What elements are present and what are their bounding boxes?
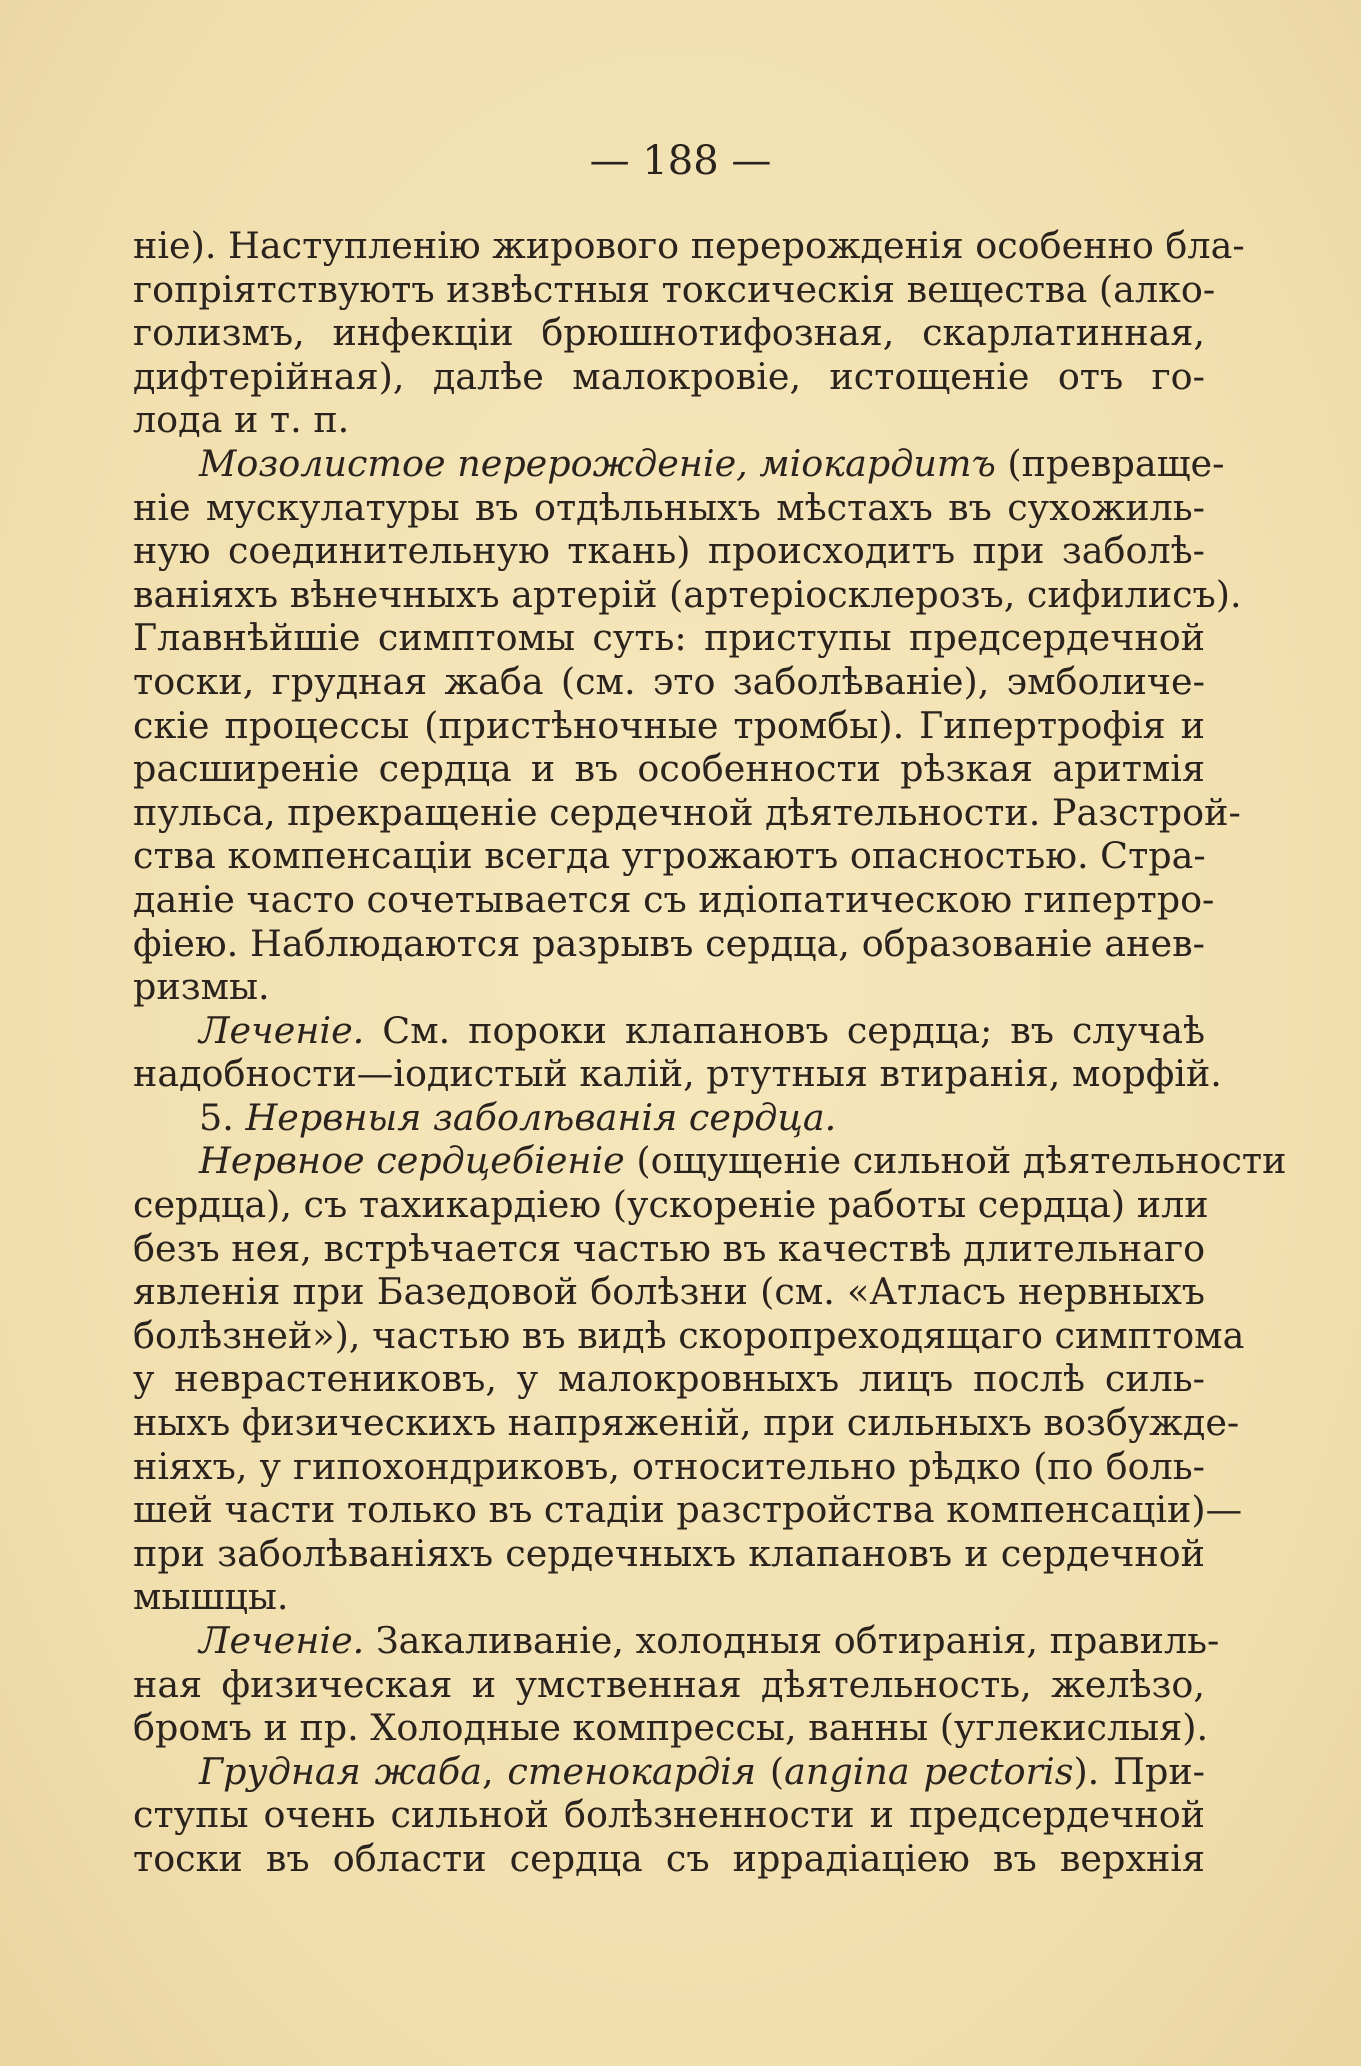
text-segment: надобности—іодистый калій, ртутныя втиранія, морфій. xyxy=(133,1052,1222,1096)
text-line xyxy=(133,355,1205,399)
text-segment: (ощущеніе сильной дѣятельности xyxy=(624,1139,1287,1183)
text-line xyxy=(133,1663,1205,1707)
text-segment: тоски въ области сердца съ иррадіаціею въ верхнія xyxy=(133,1836,1205,1880)
text-segment: тоски, грудная жаба (см. это заболѣваніе), эмболиче- xyxy=(133,659,1205,703)
text-segment: ступы очень сильной болѣзненности и предсердечной xyxy=(133,1793,1205,1837)
text-line xyxy=(133,660,1205,704)
text-line xyxy=(133,1532,1205,1576)
text-line xyxy=(133,486,1205,530)
text-segment: ваніяхъ вѣнечныхъ артерій (артеріосклерозъ, сифилисъ). xyxy=(133,572,1242,616)
italic-text: Леченіе. xyxy=(199,1619,365,1662)
text-line xyxy=(133,1750,1205,1794)
text-line xyxy=(133,398,1205,442)
body-text xyxy=(133,224,1287,1881)
text-line xyxy=(133,922,1205,966)
text-segment: ніе). Наступленію жирового перерожденія особенно бла- xyxy=(133,224,1245,267)
text-segment: ). При- xyxy=(1073,1749,1205,1793)
text-line xyxy=(133,224,1245,268)
text-segment: фіею. Наблюдаются разрывъ сердца, образованіе анев- xyxy=(133,921,1205,965)
text-line xyxy=(133,1009,1205,1053)
text-segment: ную соединительную ткань) происходитъ при заболѣ- xyxy=(133,529,1205,573)
text-segment: Главнѣйшіе симптомы суть: приступы предсердечной xyxy=(133,616,1205,660)
text-line xyxy=(133,441,1225,486)
text-segment: ( xyxy=(756,1749,785,1793)
text-segment: ніяхъ, у гипохондриковъ, относительно рѣдко (по боль- xyxy=(133,1444,1205,1488)
text-segment: болѣзней»), частью въ видѣ скоропреходящаго симптома xyxy=(133,1313,1245,1357)
text-segment: при заболѣваніяхъ сердечныхъ клапановъ и сердечной xyxy=(133,1531,1205,1575)
text-line xyxy=(133,1096,1205,1140)
italic-text: angina pectoris xyxy=(784,1749,1074,1793)
text-line xyxy=(133,1488,1243,1532)
text-segment: ризмы. xyxy=(133,965,270,1009)
text-segment: сердца), съ тахикардіею (ускореніе работы сердца) или xyxy=(133,1183,1209,1227)
text-line xyxy=(133,1227,1205,1271)
text-line xyxy=(133,572,1242,617)
italic-text: Нервныя заболѣванія сердца. xyxy=(245,1095,837,1139)
italic-text: Нервное сердцебіеніе xyxy=(199,1139,625,1183)
text-segment: ства компенсаціи всегда угрожаютъ опасностью. Стра- xyxy=(133,834,1206,878)
text-segment: ніе мускулатуры въ отдѣльныхъ мѣстахъ въ сухожиль- xyxy=(133,485,1205,529)
text-segment: скіе процессы (пристѣночные тромбы). Гипертрофія и xyxy=(133,703,1205,747)
text-line xyxy=(133,1401,1240,1445)
text-segment: шей части только въ стадіи разстройства компенсаціи)— xyxy=(133,1488,1243,1532)
text-line xyxy=(133,877,1215,922)
text-line xyxy=(133,1357,1205,1401)
text-segment: 5. xyxy=(199,1095,246,1139)
text-line xyxy=(133,790,1241,835)
text-line xyxy=(133,1139,1287,1183)
text-line xyxy=(133,1270,1205,1314)
text-line xyxy=(133,1575,1205,1619)
text-segment: у неврастениковъ, у малокровныхъ лицъ послѣ силь- xyxy=(133,1357,1205,1401)
text-line xyxy=(133,1445,1205,1489)
text-line xyxy=(133,1837,1205,1881)
text-segment: мышцы. xyxy=(133,1575,289,1619)
text-segment: голизмъ, инфекціи брюшнотифозная, скарлатинная, xyxy=(133,311,1205,355)
italic-text: Мозолистое перерожденіе, міокардитъ xyxy=(199,441,996,485)
text-line xyxy=(133,1052,1222,1096)
text-segment: (превраще- xyxy=(995,441,1225,485)
italic-text: Грудная жаба xyxy=(199,1749,482,1793)
text-line xyxy=(133,267,1216,312)
text-line xyxy=(133,1793,1205,1837)
text-line xyxy=(133,747,1205,791)
text-segment: гопріятствуютъ извѣстныя токсическія вещества (алко- xyxy=(133,267,1216,311)
text-segment: безъ нея, встрѣчается частью въ качествѣ длительнаго xyxy=(133,1226,1206,1270)
text-segment: расширеніе сердца и въ особенности рѣзкая аритмія xyxy=(133,747,1205,791)
text-segment: ныхъ физическихъ напряженій, при сильныхъ возбужде- xyxy=(133,1401,1240,1445)
text-line xyxy=(133,1183,1209,1227)
italic-text: Леченіе. xyxy=(199,1008,365,1052)
text-segment: Закаливаніе, холодныя обтиранія, правиль- xyxy=(364,1619,1220,1662)
text-segment: См. пороки клапановъ сердца; въ случаѣ xyxy=(364,1008,1205,1052)
text-segment: даніе часто сочетывается съ идіопатическою гипертро- xyxy=(133,877,1215,921)
text-segment: ная физическая и умственная дѣятельность, желѣзо, xyxy=(133,1662,1205,1706)
italic-text: стенокардія xyxy=(507,1749,756,1793)
text-line xyxy=(133,1313,1245,1358)
text-segment: явленія при Базедовой болѣзни (см. «Атласъ нервныхъ xyxy=(133,1270,1205,1314)
text-segment: бромъ и пр. Холодные компрессы, ванны (углекислыя). xyxy=(133,1706,1209,1750)
text-line xyxy=(133,704,1205,748)
text-segment: , xyxy=(481,1749,508,1793)
text-line xyxy=(133,965,1205,1009)
text-line xyxy=(133,834,1205,878)
text-line xyxy=(133,1706,1209,1750)
text-segment: лода и т. п. xyxy=(133,398,350,442)
page-number: — 188 — xyxy=(589,138,772,184)
text-line xyxy=(133,529,1205,573)
text-line xyxy=(133,616,1205,660)
text-segment: дифтерійная), далѣе малокровіе, истощеніе отъ го- xyxy=(133,354,1205,398)
text-segment: пульса, прекращеніе сердечной дѣятельности. Разстрой- xyxy=(133,790,1241,834)
text-line xyxy=(133,311,1205,355)
text-line xyxy=(133,1619,1220,1663)
